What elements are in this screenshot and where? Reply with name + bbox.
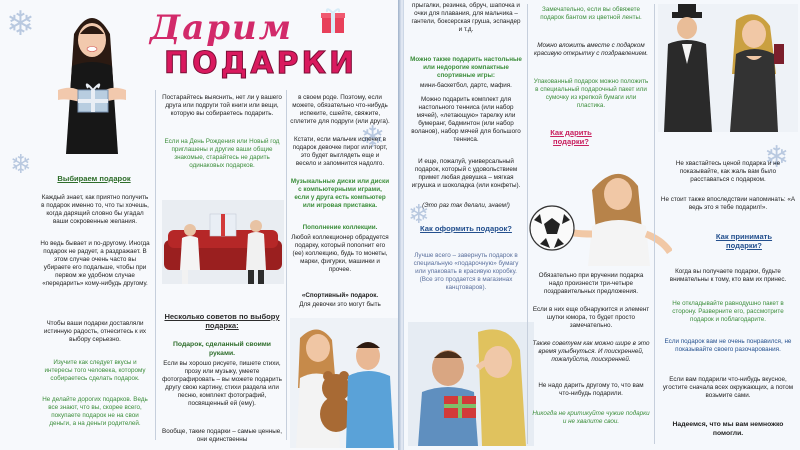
paragraph: Когда вы получаете подарки, будьте внимательны к тому, кто вам их принес. [669, 268, 787, 284]
paragraph: Если в них еще обнаружится и элемент шутки юмора, то будет просто замечательно. [532, 306, 650, 330]
paragraph: Можно вложить вместе с подарком красивую открытку с поздравлением. [533, 42, 649, 58]
closing-note: Надеемся, что мы вам немножко помогли. [672, 421, 784, 437]
page-title: ПОДАРКИ [164, 46, 358, 81]
paragraph: Можно подарить комплект для настольного тенниса (или набор мячей), «летающую» тарелку или бумеранг, бадминтон (или набор воланов), набор мячей для большого тенниса. [411, 96, 521, 144]
paragraph: Не хвастайтесь ценой подарка и не показывайте, как жаль вам было расставаться с подарком. [675, 160, 781, 184]
tip: Упакованный подарок можно положить в специальный подарочный пакет или сумочку из крепкой бумаги или пластика. [533, 78, 649, 110]
tip-heading-label: Пополнение коллекции. [302, 224, 378, 231]
snowflake-icon: ❄ [10, 150, 32, 180]
tip: Не делайте дорогих подарков. Ведь все знают, что вы, скорее всего, покупаете подарок не на свои деньги, а на деньги родителей. [42, 396, 148, 428]
paragraph-note: (Это раз так делали, знаем!) [422, 202, 510, 209]
paragraph: Но ведь бывает и по-другому. Иногда подарок не радует, а раздражает. В этом случае очень часто вы убираете его подальше, чтобы при первом же удобном случае «передарить» кому-нибудь другому. [40, 240, 150, 288]
tip: Не откладывайте равнодушно пакет в сторону. Разверните его, рассмотрите подарок и поблагодарите. [672, 300, 784, 324]
couple-with-gift-photo [408, 322, 534, 446]
paragraph: Также советуем как можно шире в это время улыбнуться. И поискренней, пожалуйста, поискренней. [532, 340, 650, 364]
title-script: Дарим [150, 8, 294, 48]
couple-dressed-photo [658, 4, 798, 132]
column-divider [654, 4, 655, 444]
tip-heading [290, 292, 390, 300]
tip-heading [290, 224, 390, 232]
paragraph: Кстати, если мальчик испечет в подарок девочке пирог или торт, это будет выглядеть еще и весело и запомнится надолго. [292, 136, 388, 168]
tip: Лучше всего – завернуть подарок в специальную «подарочную» бумагу или упаковать в красивую коробку. (Все это продается в магазинах канцтоваров). [413, 252, 519, 292]
paragraph: Каждый знает, как приятно получить в подарок именно то, что ты хочешь, когда дарящий словно бы угадал ваши сокровенные желания. [41, 194, 149, 226]
snowflake-icon: ❄ [6, 4, 35, 44]
tip: Никогда не критикуйте чужие подарки и не хвалите свои. [532, 410, 650, 426]
column-divider [286, 90, 287, 440]
paragraph: прыгалки, резинка, обруч, шапочка и очки для плавания, для мальчика – гантели, боксерская груша, эспандер и т.д. [411, 2, 521, 34]
heading-how-to-give: Как дарить подарки? [550, 128, 592, 146]
heading-how-to-wrap: Как оформить подарок? [420, 224, 512, 233]
woman-with-gift-photo [44, 4, 140, 154]
tip: Если подарок вам не очень понравился, не показывайте своего разочарования. [664, 338, 792, 354]
girl-with-ball-photo [522, 150, 672, 266]
gift-box-icon [318, 6, 348, 34]
paragraph: Не надо дарить другому то, что вам что-нибудь подарили. [538, 382, 644, 398]
heading-choose-gift: Выбираем подарок [57, 174, 131, 183]
heading-advice: Несколько советов по выбору подарка: [164, 312, 280, 330]
paragraph: Любой коллекционер обрадуется подарку, который пополнит его (ее) коллекцию, будь то монеты, марки, фигурки, машинки и прочее. [291, 234, 389, 274]
tip: Можно также подарить настольные или недорогие компактные спортивные игры: [410, 56, 522, 80]
snowflake-icon: ❄ [408, 200, 430, 230]
couple-on-sofa-photo [162, 200, 284, 284]
paragraph: Чтобы ваши подарки доставляли истинную радость, отнеситесь к их выбору серьезно. [43, 320, 147, 344]
paragraph: мини-баскетбол, дартс, мафия. [420, 82, 512, 89]
paragraph: И еще, пожалуй, универсальный подарок, который с удовольствием примет любая девушка – мягкая игрушка и шоколадка (или конфеты). [411, 158, 521, 190]
paragraph: в своем роде. Поэтому, если можете, обязательно что-нибудь испеките, сшейте, свяжите, сплетите для подруги (или друга). [290, 94, 390, 126]
tip-heading-label: «Спортивный» подарок. [301, 292, 379, 299]
snowflake-icon: ❄ [360, 120, 386, 155]
paragraph: Если вы хорошо рисуете, пишете стихи, прозу или музыку, умеете фотографировать – вы можете подарить другу свою картину, стихи раздела или песню, комплект фотографий, посвященный ей (ему). [162, 360, 282, 408]
tip: Замечательно, если вы обвяжете подарок бантом из цветной ленты. [540, 6, 642, 22]
subheading-handmade: Подарок, сделанный своими руками. [173, 341, 271, 357]
paragraph: Для девочки это могут быть [299, 301, 381, 308]
column-divider [155, 90, 156, 440]
paragraph: Не стоит также впоследствии напоминать: «А ведь это я тебе подарил!». [660, 196, 796, 212]
paragraph: Если вам подарили что-нибудь вкусное, угостите сначала всех окружающих, а потом возьмите сами. [662, 376, 794, 400]
paragraph: Постарайтесь выяснить, нет ли у вашего друга или подруги той книги или вещи, которую вы собираетесь подарить. [162, 94, 282, 118]
paragraph: Вообще, такие подарки – самые ценные, они единственны [162, 428, 283, 444]
right-page [404, 0, 800, 450]
tip: Если на День Рождения или Новый год приглашены и другие ваши общие знакомые, старайтесь не дарить одинаковых подарков. [164, 138, 280, 170]
paragraph: Обязательно при вручении подарка надо произнести три-четыре поздравительных предложения. [538, 272, 644, 296]
tip: Изучите как следует вкусы и интересы того человека, которому собираетесь сделать подарок. [44, 359, 146, 383]
tip: Музыкальные диски или диски с компьютерными играми, если у друга есть компьютер или игровая приставка. [290, 178, 390, 210]
kids-with-teddy-bear-photo [290, 318, 398, 448]
snowflake-icon: ❄ [764, 140, 790, 175]
heading-how-to-accept: Как принимать подарки? [715, 232, 773, 250]
